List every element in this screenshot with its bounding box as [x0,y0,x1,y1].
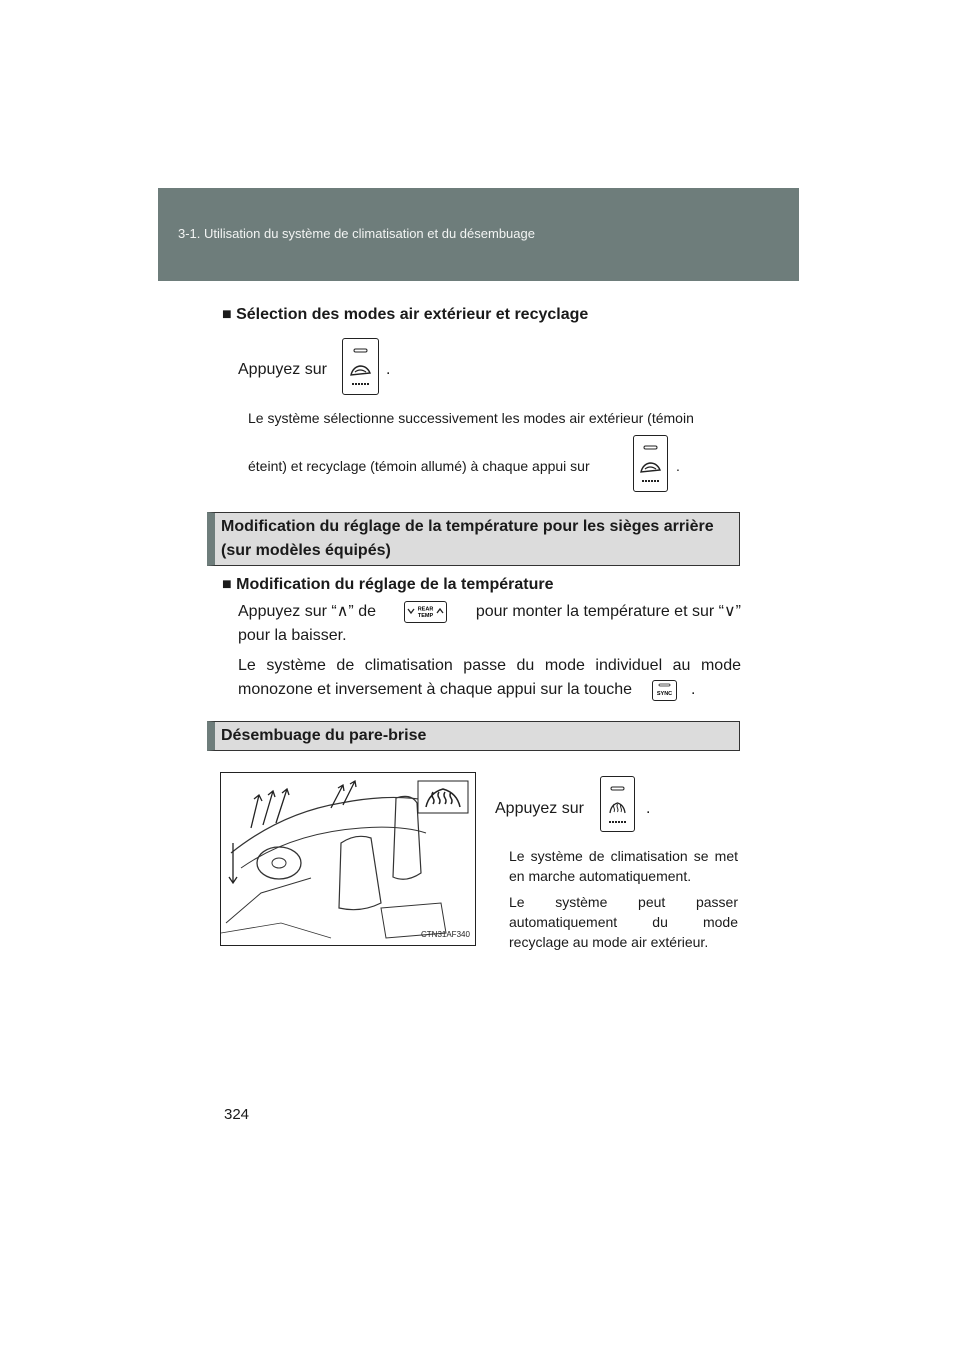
sync-button-image [652,680,677,701]
note-defrost-1: Le système de climatisation se met en marche automatiquement. [509,848,738,884]
breadcrumb: 3-1. Utilisation du système de climatisation et du désembuage [178,226,535,241]
note-defrost-2: Le système peut passer automatiquement du mode recyclage au mode air extérieur. [509,894,738,950]
square-bullet-icon: ■ [222,306,237,323]
square-bullet-icon: ■ [222,576,237,593]
recirculation-button-image [342,338,379,395]
press-instruction-3: Appuyez sur [495,800,584,817]
recirculation-button-image-2 [633,435,668,492]
note-air-mode-line1: Le système sélectionne successivement les modes air extérieur (témoin [248,410,694,426]
section-title-rear-temp: Modification du réglage de la température pour les sièges arrière (sur modèles équipés) [207,512,740,566]
press-instruction-1: Appuyez sur [238,361,327,378]
rear-temp-arrows-icon [405,602,446,622]
paragraph-rear-temp: Appuyez sur “∧” de REAR TEMP pour monter la température et sur “∨” pour la baisser. [238,603,741,644]
svg-text:REAR: REAR [418,606,434,613]
period: . [646,800,651,817]
heater-arrows-icon [229,781,356,883]
subheading-air-mode: ■ Sélection des modes air extérieur et recyclage [222,306,589,323]
subheading-temp: ■ Modification du réglage de la température [222,576,554,593]
car-interior-drawing [221,773,475,945]
section-title-defrost: Désembuage du pare-brise [207,721,740,751]
svg-text:SYNC: SYNC [656,690,673,697]
note-air-mode-line2: éteint) et recyclage (témoin allumé) à chaque appui sur [248,458,590,474]
page-number: 324 [224,1106,250,1123]
period: . [386,361,391,378]
recirculation-icon [343,339,378,394]
sync-icon [653,681,676,700]
defroster-icon [601,777,634,831]
defroster-illustration [220,772,476,946]
rear-temp-button-image [404,601,447,623]
defroster-button-image [600,776,635,832]
paragraph-sync: Le système de climatisation passe du mode individuel au mode monozone et inversement à chaque appui sur la touche SYNC . [238,654,741,702]
figure-code: CTN31AF340 [421,930,470,939]
recirculation-icon [634,436,667,491]
period: . [676,458,680,474]
svg-text:TEMP: TEMP [418,613,434,619]
